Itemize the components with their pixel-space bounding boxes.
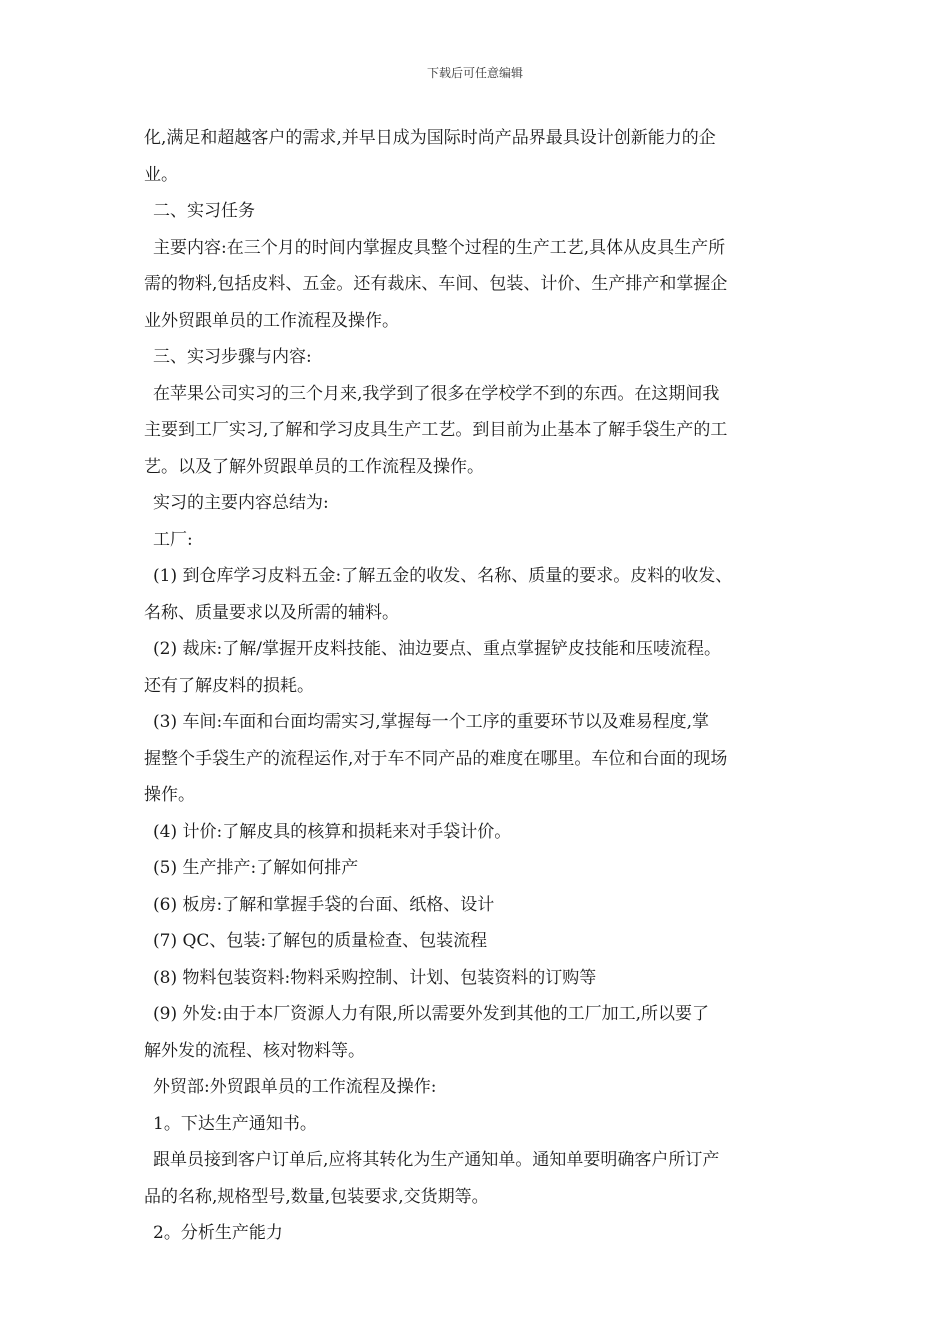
text-line: 艺。以及了解外贸跟单员的工作流程及操作。 [144,456,484,477]
text-line: 还有了解皮料的损耗。 [144,675,314,696]
list-item: (3) 车间:车面和台面均需实习,掌握每一个工序的重要环节以及难易程度,掌 [153,712,710,732]
list-item: (2) 裁床:了解/掌握开皮料技能、油边要点、重点掌握铲皮技能和压唛流程。 [153,639,721,659]
text-line: 操作。 [144,785,195,805]
text-line: 在苹果公司实习的三个月来,我学到了很多在学校学不到的东西。在这期间我 [153,383,720,404]
text-line: 握整个手袋生产的流程运作,对于车不同产品的难度在哪里。车位和台面的现场 [144,748,728,769]
text-line: 业外贸跟单员的工作流程及操作。 [144,310,399,331]
text-line: 主要内容:在三个月的时间内掌握皮具整个过程的生产工艺,具体从皮具生产所 [153,237,726,258]
subsection-heading: 外贸部:外贸跟单员的工作流程及操作: [153,1077,437,1097]
text-line: 业。 [144,164,178,185]
text-line: 实习的主要内容总结为: [153,493,329,513]
list-item: (6) 板房:了解和掌握手袋的台面、纸格、设计 [153,894,495,915]
text-line: 名称、质量要求以及所需的辅料。 [144,602,399,623]
text-line: 跟单员接到客户订单后,应将其转化为生产通知单。通知单要明确客户所订产 [153,1150,720,1170]
text-line: 化,满足和超越客户的需求,并早日成为国际时尚产品界最具设计创新能力的企 [144,128,716,148]
list-item: (5) 生产排产:了解如何排产 [153,858,359,878]
list-item: (9) 外发:由于本厂资源人力有限,所以需要外发到其他的工厂加工,所以要了 [153,1004,710,1024]
list-item: 2。分析生产能力 [153,1223,283,1243]
text-line: 品的名称,规格型号,数量,包装要求,交货期等。 [144,1186,489,1207]
list-item: 1。下达生产通知书。 [153,1113,317,1134]
subsection-heading: 工厂: [153,529,193,550]
text-line: 解外发的流程、核对物料等。 [144,1040,365,1061]
text-line: 需的物料,包括皮料、五金。还有裁床、车间、包装、计价、生产排产和掌握企 [144,274,728,294]
section-heading: 二、实习任务 [153,201,255,221]
page-header: 下载后可任意编辑 [426,66,523,80]
section-heading: 三、实习步骤与内容: [153,347,312,367]
list-item: (4) 计价:了解皮具的核算和损耗来对手袋计价。 [153,821,512,842]
list-item: (8) 物料包装资料:物料采购控制、计划、包装资料的订购等 [153,967,597,988]
list-item: (1) 到仓库学习皮料五金:了解五金的收发、名称、质量的要求。皮料的收发、 [153,566,733,586]
document-body [144,120,824,1252]
text-line: 主要到工厂实习,了解和学习皮具生产工艺。到目前为止基本了解手袋生产的工 [144,420,728,440]
list-item: (7) QC、包装:了解包的质量检查、包装流程 [153,931,488,951]
